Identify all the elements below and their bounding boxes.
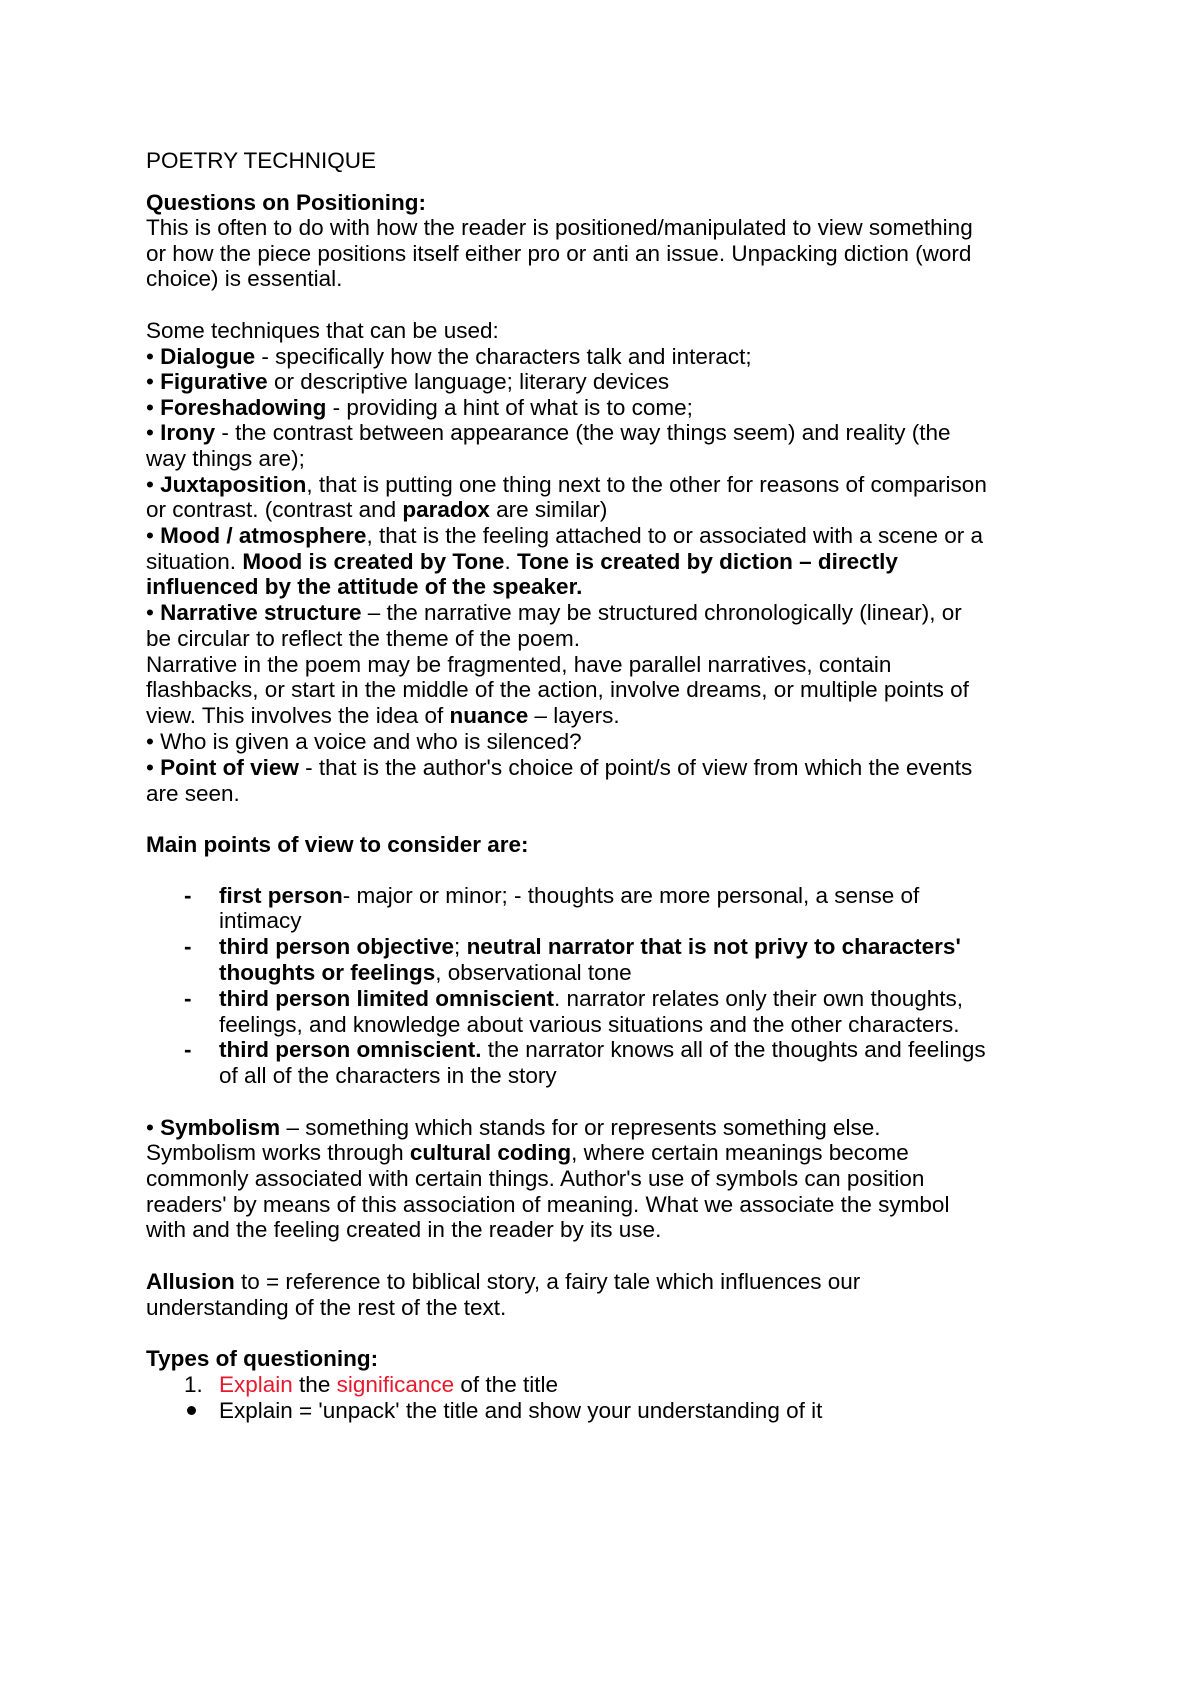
term-cultural-coding: cultural coding <box>409 1140 572 1165</box>
technique-narrative-cont-4 <box>146 702 620 730</box>
technique-mood-cont-1 <box>146 548 898 576</box>
page-title: POETRY TECHNIQUE <box>146 148 377 173</box>
intro-line-3: choice) is essential. <box>146 266 343 291</box>
description: – something which stands for or represents something else. <box>280 1115 881 1140</box>
term: Allusion <box>146 1269 235 1294</box>
pov-first-person-cont: intimacy <box>219 908 302 933</box>
description: , that is putting one thing next to the other for reasons of comparison <box>306 472 987 497</box>
pov-third-omniscient <box>219 1036 986 1064</box>
text: or contrast. (contrast and <box>146 497 403 522</box>
term: first person <box>219 883 343 908</box>
bullet: • <box>146 395 154 420</box>
intro-line-1: This is often to do with how the reader is positioned/manipulated to view something <box>146 215 973 240</box>
text: the <box>292 1372 337 1397</box>
technique-narrative-cont-3: flashbacks, or start in the middle of the action, involve dreams, or multiple points of <box>146 677 969 702</box>
symbolism-line-2 <box>146 1139 909 1167</box>
bullet: • <box>146 1115 154 1140</box>
description: - major or minor; - thoughts are more personal, a sense of <box>342 883 920 908</box>
bullet: • <box>146 523 154 548</box>
description: - that is the author's choice of point/s of view from which the events <box>298 755 973 780</box>
techniques-intro: Some techniques that can be used: <box>146 318 499 343</box>
description: - specifically how the characters talk and interact; <box>255 344 752 369</box>
description: - providing a hint of what is to come; <box>326 395 693 420</box>
description: the narrator knows all of the thoughts and feelings <box>481 1037 986 1062</box>
term: Narrative structure <box>160 600 362 625</box>
text: ; <box>454 934 461 959</box>
technique-dialogue <box>146 343 752 371</box>
technique-mood <box>146 522 983 550</box>
intro-line-2: or how the piece positions itself either pro or anti an issue. Unpacking diction (word <box>146 241 972 266</box>
emphasis: neutral narrator that is not privy to characters' <box>460 934 961 959</box>
technique-narrative <box>146 599 962 627</box>
description: – the narrative may be structured chronologically (linear), or <box>361 600 962 625</box>
section-heading-questioning: Types of questioning: <box>146 1346 379 1371</box>
keyword-explain: Explain <box>219 1372 293 1397</box>
bullet: • <box>146 369 154 394</box>
technique-foreshadowing <box>146 394 693 422</box>
dash-bullet: - <box>184 883 192 908</box>
term: Irony <box>160 420 216 445</box>
section-heading-main-pov: Main points of view to consider are: <box>146 832 529 857</box>
text: – layers. <box>528 703 620 728</box>
technique-narrative-cont-2: Narrative in the poem may be fragmented, have parallel narratives, contain <box>146 652 892 677</box>
dash-bullet: - <box>184 1037 192 1062</box>
emphasis: thoughts or feelings <box>219 960 436 985</box>
description: to = reference to biblical story, a fairy tale which influences our <box>234 1269 861 1294</box>
question-1 <box>219 1371 558 1399</box>
technique-irony <box>146 419 951 447</box>
technique-irony-cont: way things are); <box>146 446 305 471</box>
text: view. This involves the idea of <box>146 703 450 728</box>
term-nuance: nuance <box>449 703 529 728</box>
term: Foreshadowing <box>160 395 327 420</box>
symbolism-line-4: readers' by means of this association of meaning. What we associate the symbol <box>146 1192 950 1217</box>
list-number: 1. <box>184 1372 203 1397</box>
pov-third-limited <box>219 985 963 1013</box>
symbolism-line-5: with and the feeling created in the reader by its use. <box>146 1217 662 1242</box>
text: . <box>504 549 517 574</box>
description: . narrator relates only their own thoughts, <box>554 986 964 1011</box>
allusion-line-2: understanding of the rest of the text. <box>146 1295 507 1320</box>
term: Dialogue <box>160 344 256 369</box>
term: Juxtaposition <box>160 472 307 497</box>
emphasis: Tone is created by diction – directly <box>516 549 898 574</box>
emphasis: Mood is created by Tone <box>242 549 505 574</box>
technique-juxtaposition <box>146 471 987 499</box>
symbolism-line-1 <box>146 1114 881 1142</box>
dash-bullet: - <box>184 986 192 1011</box>
bullet: • <box>146 420 154 445</box>
section-heading-positioning: Questions on Positioning: <box>146 190 426 215</box>
keyword-significance: significance <box>336 1372 455 1397</box>
technique-figurative <box>146 368 669 396</box>
bullet-dot-icon <box>187 1406 196 1415</box>
pov-first-person <box>219 882 919 910</box>
allusion-line-1 <box>146 1268 860 1296</box>
technique-point-of-view-cont: are seen. <box>146 781 240 806</box>
term: third person objective <box>219 934 455 959</box>
pov-third-omniscient-cont: of all of the characters in the story <box>219 1063 557 1088</box>
pov-third-limited-cont: feelings, and knowledge about various situations and the other characters. <box>219 1012 960 1037</box>
term: Symbolism <box>160 1115 281 1140</box>
text: of the title <box>454 1372 558 1397</box>
term: third person omniscient. <box>219 1037 482 1062</box>
description: - the contrast between appearance (the way things seem) and reality (the <box>215 420 951 445</box>
bullet: • <box>146 600 154 625</box>
term-paradox: paradox <box>402 497 490 522</box>
bullet: • <box>146 472 154 497</box>
bullet: • <box>146 755 154 780</box>
term: Mood / atmosphere <box>160 523 367 548</box>
text: are similar) <box>489 497 608 522</box>
technique-narrative-cont-1: be circular to reflect the theme of the poem. <box>146 626 580 651</box>
term: Point of view <box>160 755 299 780</box>
bullet: • <box>146 344 154 369</box>
technique-juxtaposition-cont <box>146 496 607 524</box>
text: , observational tone <box>435 960 632 985</box>
question-1-sub: Explain = 'unpack' the title and show your understanding of it <box>219 1398 823 1423</box>
description: or descriptive language; literary devices <box>267 369 670 394</box>
technique-mood-cont-2: influenced by the attitude of the speaker. <box>146 574 583 599</box>
term: third person limited omniscient <box>219 986 555 1011</box>
bullet: • <box>146 729 154 754</box>
description: , that is the feeling attached to or associated with a scene or a <box>366 523 984 548</box>
technique-voice <box>146 728 582 756</box>
symbolism-line-3: commonly associated with certain things. Author's use of symbols can position <box>146 1166 925 1191</box>
technique-point-of-view <box>146 754 972 782</box>
text: situation. <box>146 549 243 574</box>
text: Symbolism works through <box>146 1140 410 1165</box>
pov-third-objective-cont <box>219 959 632 987</box>
dash-bullet: - <box>184 934 192 959</box>
pov-third-objective <box>219 933 961 961</box>
term: Figurative <box>160 369 268 394</box>
description: Who is given a voice and who is silenced? <box>160 729 582 754</box>
text: , where certain meanings become <box>571 1140 909 1165</box>
